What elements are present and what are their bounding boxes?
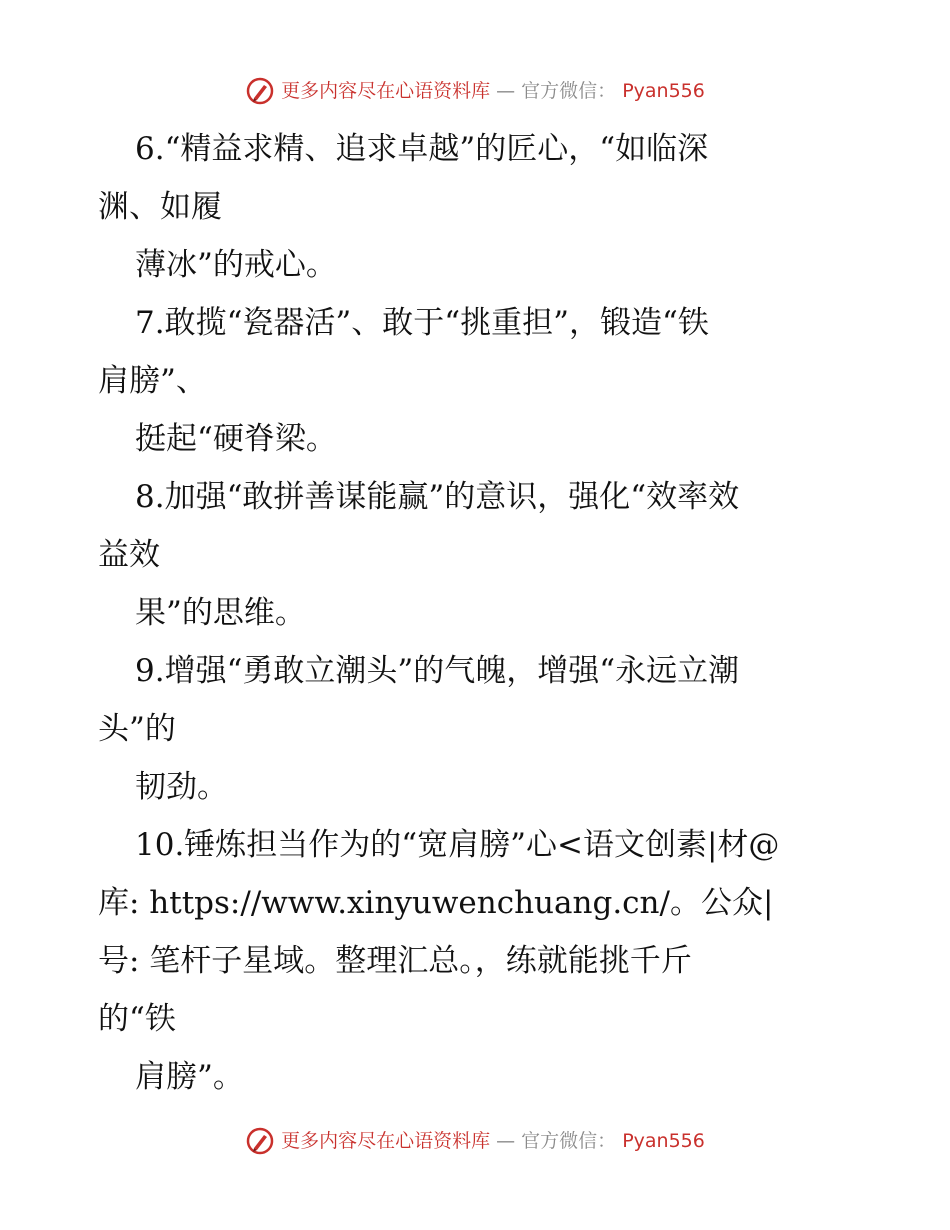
- watermark-wechat-label: 官方微信：: [521, 1130, 617, 1152]
- watermark-handle: Pyan556: [622, 80, 705, 102]
- text-line: 号: 笔杆子星域。整理汇总。，练就能挑千斤: [98, 943, 692, 979]
- text-line: 渊、如履: [98, 189, 222, 225]
- watermark-handle: Pyan556: [622, 1130, 705, 1152]
- watermark-dash: —: [496, 1130, 516, 1152]
- text-line: 9.增强“勇敢立潮头”的气魄，增强“永远立潮: [135, 653, 740, 689]
- text-line: 肩膀”。: [135, 1059, 244, 1095]
- text-line: 薄冰”的戒心。: [135, 247, 337, 283]
- watermark-wechat-label: 官方微信：: [521, 80, 617, 102]
- text-line: 果”的思维。: [135, 595, 306, 631]
- text-line: 挺起“硬脊梁。: [135, 421, 337, 457]
- pen-logo-icon: [245, 1126, 275, 1156]
- text-line: 的“铁: [98, 1001, 176, 1037]
- text-line: 10.锤炼担当作为的“宽肩膀”心<语文创素|材@: [135, 827, 780, 863]
- text-line: 8.加强“敢拼善谋能赢”的意识，强化“效率效: [135, 479, 740, 515]
- text-line: 库: https://www.xinyuwenchuang.cn/。公众|: [98, 885, 774, 921]
- text-line: 头”的: [98, 711, 176, 747]
- watermark-site-text: 更多内容尽在心语资料库: [281, 1130, 491, 1152]
- text-line: 益效: [98, 537, 160, 573]
- text-line: 肩膀”、: [98, 363, 207, 399]
- pen-logo-icon: [245, 76, 275, 106]
- footer-watermark: [0, 1126, 950, 1156]
- watermark-site-text: 更多内容尽在心语资料库: [281, 80, 491, 102]
- header-watermark: [0, 76, 950, 106]
- text-line: 6.“精益求精、追求卓越”的匠心，“如临深: [135, 131, 709, 167]
- text-line: 韧劲。: [135, 769, 228, 805]
- watermark-dash: —: [496, 80, 516, 102]
- document-body: [98, 120, 858, 1106]
- text-line: 7.敢揽“瓷器活”、敢于“挑重担”，锻造“铁: [135, 305, 709, 341]
